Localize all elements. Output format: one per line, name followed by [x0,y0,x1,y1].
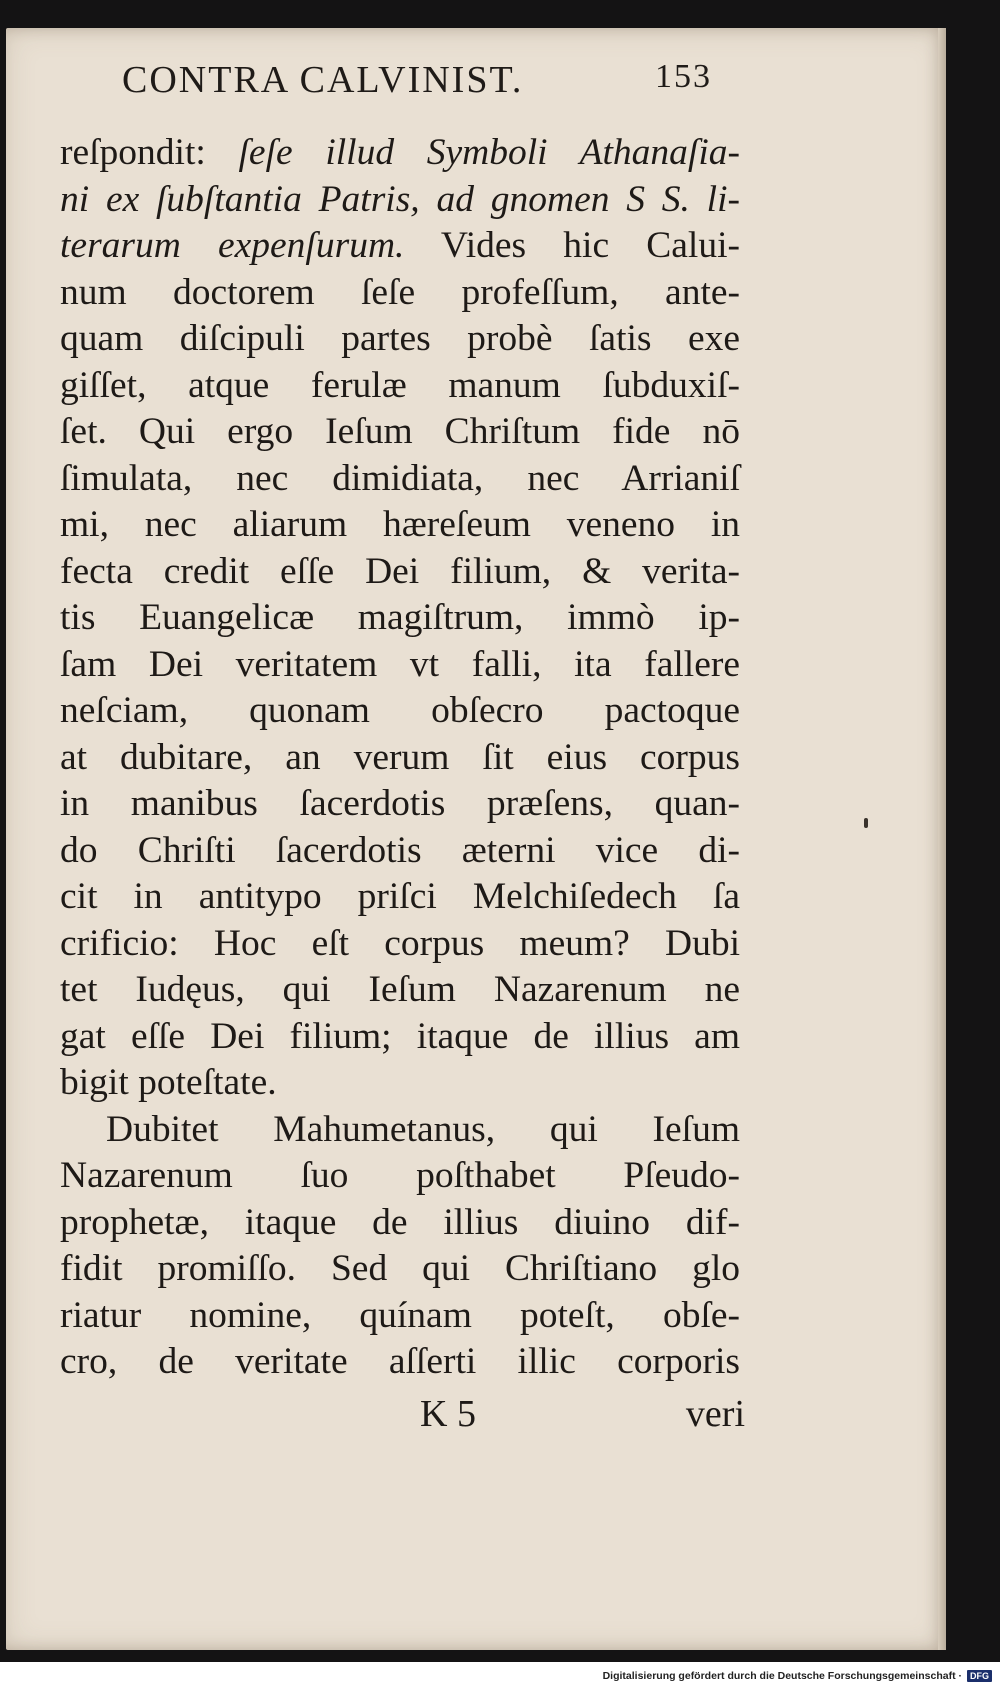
text-line [60,874,740,921]
text-run: gat eſſe Dei filium; itaque de illius am [60,1015,740,1057]
text-run: cit in antitypo priſci Melchiſedech ſa [60,876,740,917]
text-line [60,456,740,503]
text-line [60,1246,740,1293]
text-run: reſpondit: [60,132,239,173]
text-run: riatur nomine, quínam poteſt, obſe- [60,1294,740,1336]
text-run: tet Iudęus, qui Ieſum Nazarenum ne [60,969,740,1010]
text-run: at dubitare, an verum ſit eius corpus [60,736,740,778]
text-run: tis Euangelicæ magiſtrum, immò ip- [60,597,740,638]
text-line [60,1060,740,1107]
signature-mark: K 5 [420,1393,476,1435]
text-run: fecta credit eſſe Dei filium, & verita- [60,550,740,592]
ink-speck [864,818,868,828]
text-run: Vides hic Calui- [404,225,741,266]
paragraph-2 [60,1107,740,1386]
text-line [60,1107,740,1154]
text-line [60,1014,740,1061]
text-line [60,1339,740,1386]
text-line [60,735,740,782]
text-line [60,177,740,224]
text-run: ſam Dei veritatem vt falli, ita fallere [60,643,740,685]
text-run: prophetæ, itaque de illius diuino dif- [60,1201,740,1243]
text-line [60,1153,740,1200]
page-number: 153 [655,58,712,95]
text-line [60,967,740,1014]
text-line [60,595,740,642]
text-run: bigit poteſtate. [60,1062,277,1103]
italic-run: ni ex ſubſtantia Patris, ad gnomen S S. li- [60,178,740,220]
text-line [60,921,740,968]
page-foot [420,1392,745,1436]
italic-run: terarum expenſurum. [60,225,405,266]
text-run: Dubitet Mahumetanus, qui Ieſum [106,1108,740,1150]
text-line [60,781,740,828]
text-run: ſimulata, nec dimidiata, nec Arrianiſ [60,457,740,499]
digitization-credit: Digitalisierung gefördert durch die Deutsche Forschungsgemeinschaft · DFG [0,1662,1000,1689]
catchword: veri [685,1393,745,1435]
text-run: fidit promiſſo. Sed qui Chriſtiano glo [60,1248,740,1289]
text-run: mi, nec aliarum hæreſeum veneno in [60,504,740,545]
text-run: crificio: Hoc eſt corpus meum? Dubi [60,922,740,964]
text-line [60,1293,740,1340]
text-run: Nazarenum ſuo poſthabet Pſeudo- [60,1155,740,1196]
text-line [60,130,740,177]
running-head [122,58,712,102]
page-edge [938,28,946,1650]
text-run: ſet. Qui ergo Ieſum Chriſtum fide nō [60,411,740,452]
text-run: num doctorem ſeſe profeſſum, ante- [60,271,740,313]
text-run: in manibus ſacerdotis præſens, quan- [60,783,740,824]
text-line [60,316,740,363]
paragraph-1 [60,130,740,1107]
text-line [60,363,740,410]
text-line [60,642,740,689]
dfg-logo: DFG [967,1670,992,1682]
text-line [60,688,740,735]
text-line [60,409,740,456]
text-line [60,270,740,317]
text-run: neſciam, quonam obſecro pactoque [60,690,740,731]
text-run: giſſet, atque ferulæ manum ſubduxiſ- [60,364,740,406]
text-line [60,549,740,596]
text-line [60,828,740,875]
text-run: cro, de veritate aſſerti illic corporis [60,1341,740,1382]
text-line [60,1200,740,1247]
text-run: quam diſcipuli partes probè ſatis exe [60,318,740,359]
text-line [60,502,740,549]
text-run: do Chriſti ſacerdotis æterni vice di- [60,829,740,871]
italic-run: ſeſe illud Symboli Athanaſia- [238,132,740,173]
text-line [60,223,740,270]
running-head-title: CONTRA CALVINIST. [122,59,524,101]
body-text [60,130,740,1386]
credit-text: Digitalisierung gefördert durch die Deutsche Forschungsgemeinschaft [602,1669,956,1682]
